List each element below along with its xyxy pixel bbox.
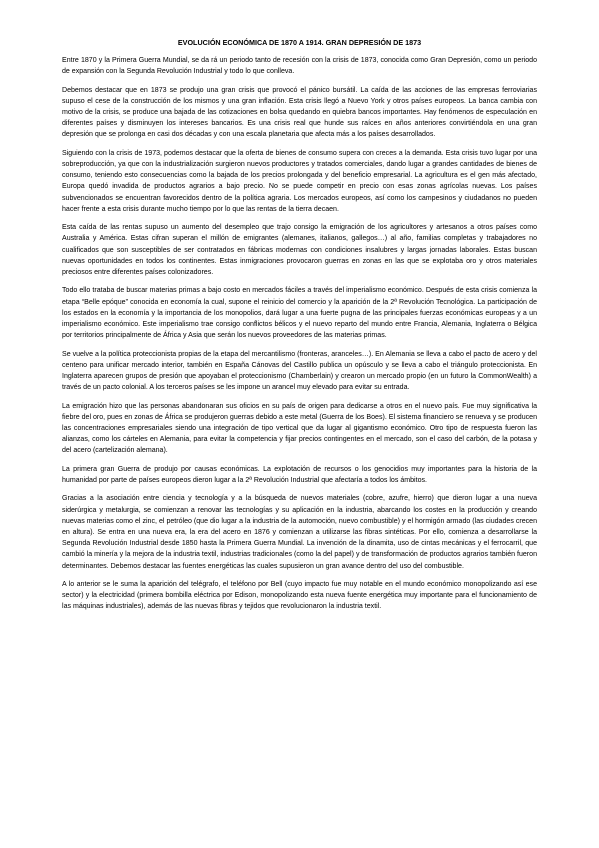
paragraph-second-industrial-revolution: Gracias a la asociación entre ciencia y tecnología y a la búsqueda de nuevos materiales (cobre, azufre, hierro) que dieron lugar a una nueva siderúrgica y metalurgia, se comienzan a renovar las tecnologías y su aplicación en la industria, abarcando los costes en la producción y creando nuevas materias como el zinc, el petróleo (que dio lugar a la industria de la automoción, nuevo combustible) y el hormigón armado (las ciudades crecen en altura). Se entra en una nueva era, la era del acero en 1876 y comienzan a utilizarse las fibras sintéticas. Por ello, comienza a desarrollarse la Segunda Revolución Industrial desde 1850 hasta la Primera Guerra Mundial. La invención de la dinamita, uso de cintas mecánicas y el ferrocarril, que cambió la minería y la mejora de la industria textil, industrias tradicionales (como la del papel) y de transformación de productos agrarios también fueron determinantes. Debemos destacar las fuentes energéticas las cuales supusieron un gran avance dentro del uso del combustible. <box>62 495 537 570</box>
paragraph-emigration: Esta caída de las rentas supuso un aumento del desempleo que trajo consigo la emigración de los agricultores y artesanos a otros países como Australia y América. Estas cifran superan el millón de emigrantes (alemanes, italianos, gallegos…) al año, familias completas y trabajadores no cualificados que son susceptibles de ser contratados en fábricas modernas con condiciones insalubres y largas jornadas laborales. Estas buscan nuevas oportunidades en todos los continentes. Estas inmigraciones provocaron guerras en zonas en las que se explotaba oro y otros materiales preciosos entre diferentes países colonizadores. <box>62 224 537 277</box>
paragraph-overproduction: Siguiendo con la crisis de 1973, podemos destacar que la oferta de bienes de consumo supera con creces a la demanda. Esta crisis tuvo lugar por una sobreproducción, ya que con la industrialización surgieron nuevos productores y tratados comerciales, dando lugar a grandes cantidades de bienes de consumo, teniendo esto consecuencias como la bajada de los precios prolongada y del beneficio empresarial. La agricultura es el gen más afectado, Europa quedó invadida de productos agrarios a bajo precio. No se puede competir en precio con esas zonas agrícolas nuevas. Los países subvencionados se encuentran favorecidos dentro de la política agraria. Los mercados europeos, así como los campesinos y ciudadanos no pueden hacer frente a esta crisis durante mucho tiempo por lo que las rentas de la tierra decaen. <box>62 149 537 213</box>
paragraph-crisis-1873: Debemos destacar que en 1873 se produjo una gran crisis que provocó el pánico bursátil. La caída de las acciones de las empresas ferroviarias supuso el cese de la construcción de los mismos y una gran inflación. Esta crisis llegó a Nuevo York y otros países europeos. La banca cambia con motivo de la crisis, se produce una bajada de las cotizaciones en bolsa quedando en quiebra bancos importantes. Hay fenómenos de especulación en diferentes países y disminuyen los intereses bancarios. Es una crisis real que hunde sus raíces en años anteriores convirtiéndola en una gran depresión que se prolonga en casi dos décadas y con una escala planetaria que afecta más a los países desarrollados. <box>62 86 537 139</box>
paragraph-business-concentration: La emigración hizo que las personas abandonaran sus oficios en su país de origen para dedicarse a otros en el nuevo país. Fue muy significativa la fiebre del oro, pues en zonas de África se produjeron guerras debido a este metal (Guerra de los Boes). El sistema financiero se renueva y se producen las concentraciones empresariales siendo una integración de tipo vertical que da lugar al gigantismo económico. Otro tipo de respuesta fueron las alianzas, como los cárteles en Alemania, para evitar la competencia y fijar precios contingentes en el mercado, son el caso del carbón, de la potasa y del acero (cartelización alemana). <box>62 402 537 455</box>
paragraph-imperialism: Todo ello trataba de buscar materias primas a bajo costo en mercados fáciles a través del imperialismo económico. Después de esta crisis comienza la etapa “Belle epóque” conocida en economía la cual, supone el reinicio del comercio y la aparición de la 2ª Revolución Tecnológica. La participación de los estados en la economía y la importancia de los monopolios, dará lugar a una fuerte pugna de las principales fuerzas económicas europeas y a un imperialismo económico. Este imperialismo trae consigo conflictos bélicos y el nuevo reparto del mundo entre Francia, Alemania, Inglaterra o Bélgica por territorios principalmente de África y Asia que serán los nuevos proveedores de las materias primas. <box>62 287 537 340</box>
paragraph-protectionism: Se vuelve a la política proteccionista propias de la etapa del mercantilismo (fronteras, aranceles…). En Alemania se lleva a cabo el pacto de acero y del centeno para unificar mercado interior, también en España Cánovas del Castillo publica un opúsculo y se lleva a cabo el triángulo proteccionista. En Inglaterra aparecen grupos de presión que apoyaban el proteccionismo (Chamberlain) y crearon un mercado propio (en un futuro la CommonWealth) a través de un pacto colonial. A los terceros países se les impone un arancel muy elevado para evitar su entrada. <box>62 350 537 392</box>
paragraph-first-war: La primera gran Guerra de produjo por causas económicas. La explotación de recursos o los genocidios muy importantes para la historia de la humanidad por parte de países europeos dieron lugar a la 2ª Revolución Industrial que afectaría a todos los ámbitos. <box>62 465 537 485</box>
document-title: EVOLUCIÓN ECONÓMICA DE 1870 A 1914. GRAN DEPRESIÓN DE 1873 <box>177 38 422 47</box>
paragraph-communications: A lo anterior se le suma la aparición del telégrafo, el teléfono por Bell (cuyo impacto fue muy notable en el mundo económico monopolizando así ese sector) y la electricidad (primera bombilla eléctrica por Edison, monopolizando esta nueva fuente energética muy importante para el funcionamiento de las máquinas industriales), además de las nuevas fibras y tejidos que revolucionaron la industria textil. <box>62 581 537 611</box>
paragraph-intro: Entre 1870 y la Primera Guerra Mundial, se da rá un periodo tanto de recesión con la crisis de 1873, conocida como Gran Depresión, como un periodo de expansión con la Segunda Revolución Industrial y todo lo que conlleva. <box>62 57 537 76</box>
